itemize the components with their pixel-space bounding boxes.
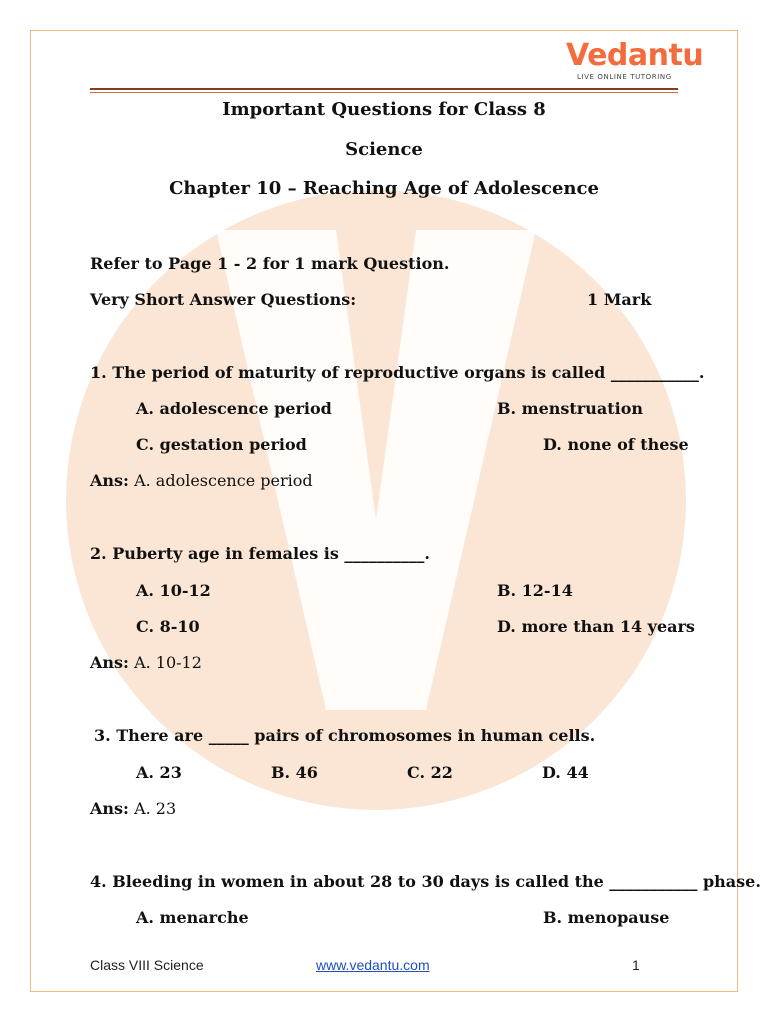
footer-class-label: Class VIII Science — [90, 957, 204, 973]
vedantu-logo — [566, 38, 704, 88]
option: A. menarche — [136, 908, 249, 927]
answer-line — [90, 799, 176, 818]
option: B. menopause — [543, 908, 670, 927]
question-text: 3. There are _____ pairs of chromosomes in human cells. — [94, 726, 596, 745]
answer-label: Ans: — [90, 799, 129, 818]
answer-text: A. adolescence period — [134, 471, 313, 490]
answer-line — [90, 471, 313, 490]
header-rule-thin — [90, 92, 678, 93]
question-text: 4. Bleeding in women in about 28 to 30 days is called the ___________ phase. — [90, 872, 761, 891]
answer-line — [90, 653, 202, 672]
option: C. 8-10 — [136, 617, 200, 636]
option: D. none of these — [543, 435, 689, 454]
option: B. 12-14 — [497, 581, 573, 600]
option: A. adolescence period — [136, 399, 332, 418]
option: B. menstruation — [497, 399, 644, 418]
header-rule — [90, 88, 678, 90]
option: A. 23 — [136, 763, 182, 782]
question-text: 1. The period of maturity of reproductive organs is called ___________. — [90, 363, 705, 382]
section-heading: Very Short Answer Questions: — [90, 290, 357, 309]
footer-website-link[interactable]: www.vedantu.com — [316, 957, 430, 973]
logo-tagline: LIVE ONLINE TUTORING — [577, 73, 672, 81]
chapter-heading: Chapter 10 – Reaching Age of Adolescence — [169, 178, 599, 199]
answer-label: Ans: — [90, 471, 129, 490]
option: C. 22 — [407, 763, 453, 782]
answer-text: A. 23 — [134, 799, 177, 818]
refer-note: Refer to Page 1 - 2 for 1 mark Question. — [90, 254, 450, 273]
marks-label: 1 Mark — [587, 290, 652, 309]
page-title: Important Questions for Class 8 — [222, 99, 546, 120]
answer-label: Ans: — [90, 653, 129, 672]
vedantu-watermark-icon — [66, 190, 686, 810]
option: D. 44 — [542, 763, 589, 782]
question-text: 2. Puberty age in females is __________. — [90, 544, 430, 563]
option: B. 46 — [271, 763, 318, 782]
page-number: 1 — [632, 957, 640, 973]
option: D. more than 14 years — [497, 617, 695, 636]
subject-heading: Science — [345, 139, 423, 160]
option: C. gestation period — [136, 435, 307, 454]
option: A. 10-12 — [136, 581, 211, 600]
answer-text: A. 10-12 — [134, 653, 202, 672]
logo-wordmark: Vedantu — [566, 38, 704, 73]
